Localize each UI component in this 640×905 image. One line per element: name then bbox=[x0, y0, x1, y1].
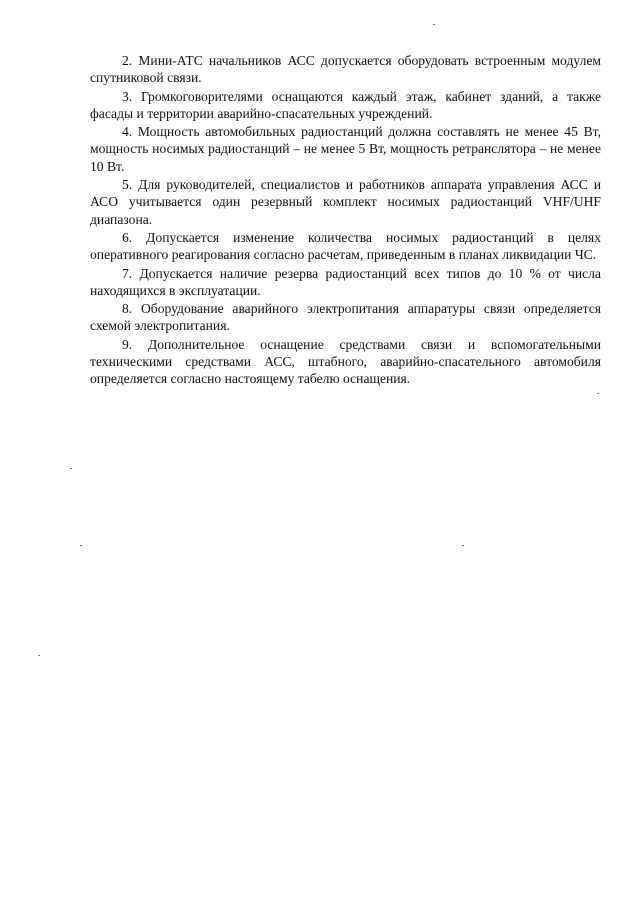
paragraph-8: 8. Оборудование аварийного электропитания аппаратуры связи определяется схемой электропитания. bbox=[90, 301, 601, 334]
scan-speck bbox=[38, 655, 40, 656]
paragraph-7: 7. Допускается наличие резерва радиостанций всех типов до 10 % от числа находящихся в эксплуатации. bbox=[90, 265, 601, 298]
scan-speck bbox=[70, 468, 72, 469]
paragraph-3: 3. Громкоговорителями оснащаются каждый этаж, кабинет зданий, а также фасады и территории аварийно-спасательных учреждений. bbox=[90, 88, 601, 121]
paragraph-4: 4. Мощность автомобильных радиостанций должна составлять не менее 45 Вт, мощность носимых радиостанций – не менее 5 Вт, мощность ретранслятора – не менее 10 Вт. bbox=[90, 124, 601, 174]
scan-speck bbox=[462, 545, 464, 546]
scan-speck bbox=[80, 545, 82, 546]
paragraph-9: 9. Дополнительное оснащение средствами связи и вспомогательными техническими средствами АСС, штабного, аварийно-спасательного автомобиля определяется согласно настоящему табелю оснащения. bbox=[90, 336, 601, 387]
paragraph-5: 5. Для руководителей, специалистов и работников аппарата управления АСС и АСО учитывается один резервный комплект носимых радиостанций VHF/UHF диапазона. bbox=[90, 177, 601, 227]
scan-speck bbox=[597, 393, 599, 394]
paragraph-2: 2. Мини-АТС начальников АСС допускается оборудовать встроенным модулем спутниковой связи. bbox=[90, 53, 601, 86]
scan-speck bbox=[433, 24, 435, 25]
document-body bbox=[90, 52, 601, 389]
paragraph-6: 6. Допускается изменение количества носимых радиостанций в целях оперативного реагирования согласно расчетам, приведенным в планах ликвидации ЧС. bbox=[90, 229, 601, 263]
